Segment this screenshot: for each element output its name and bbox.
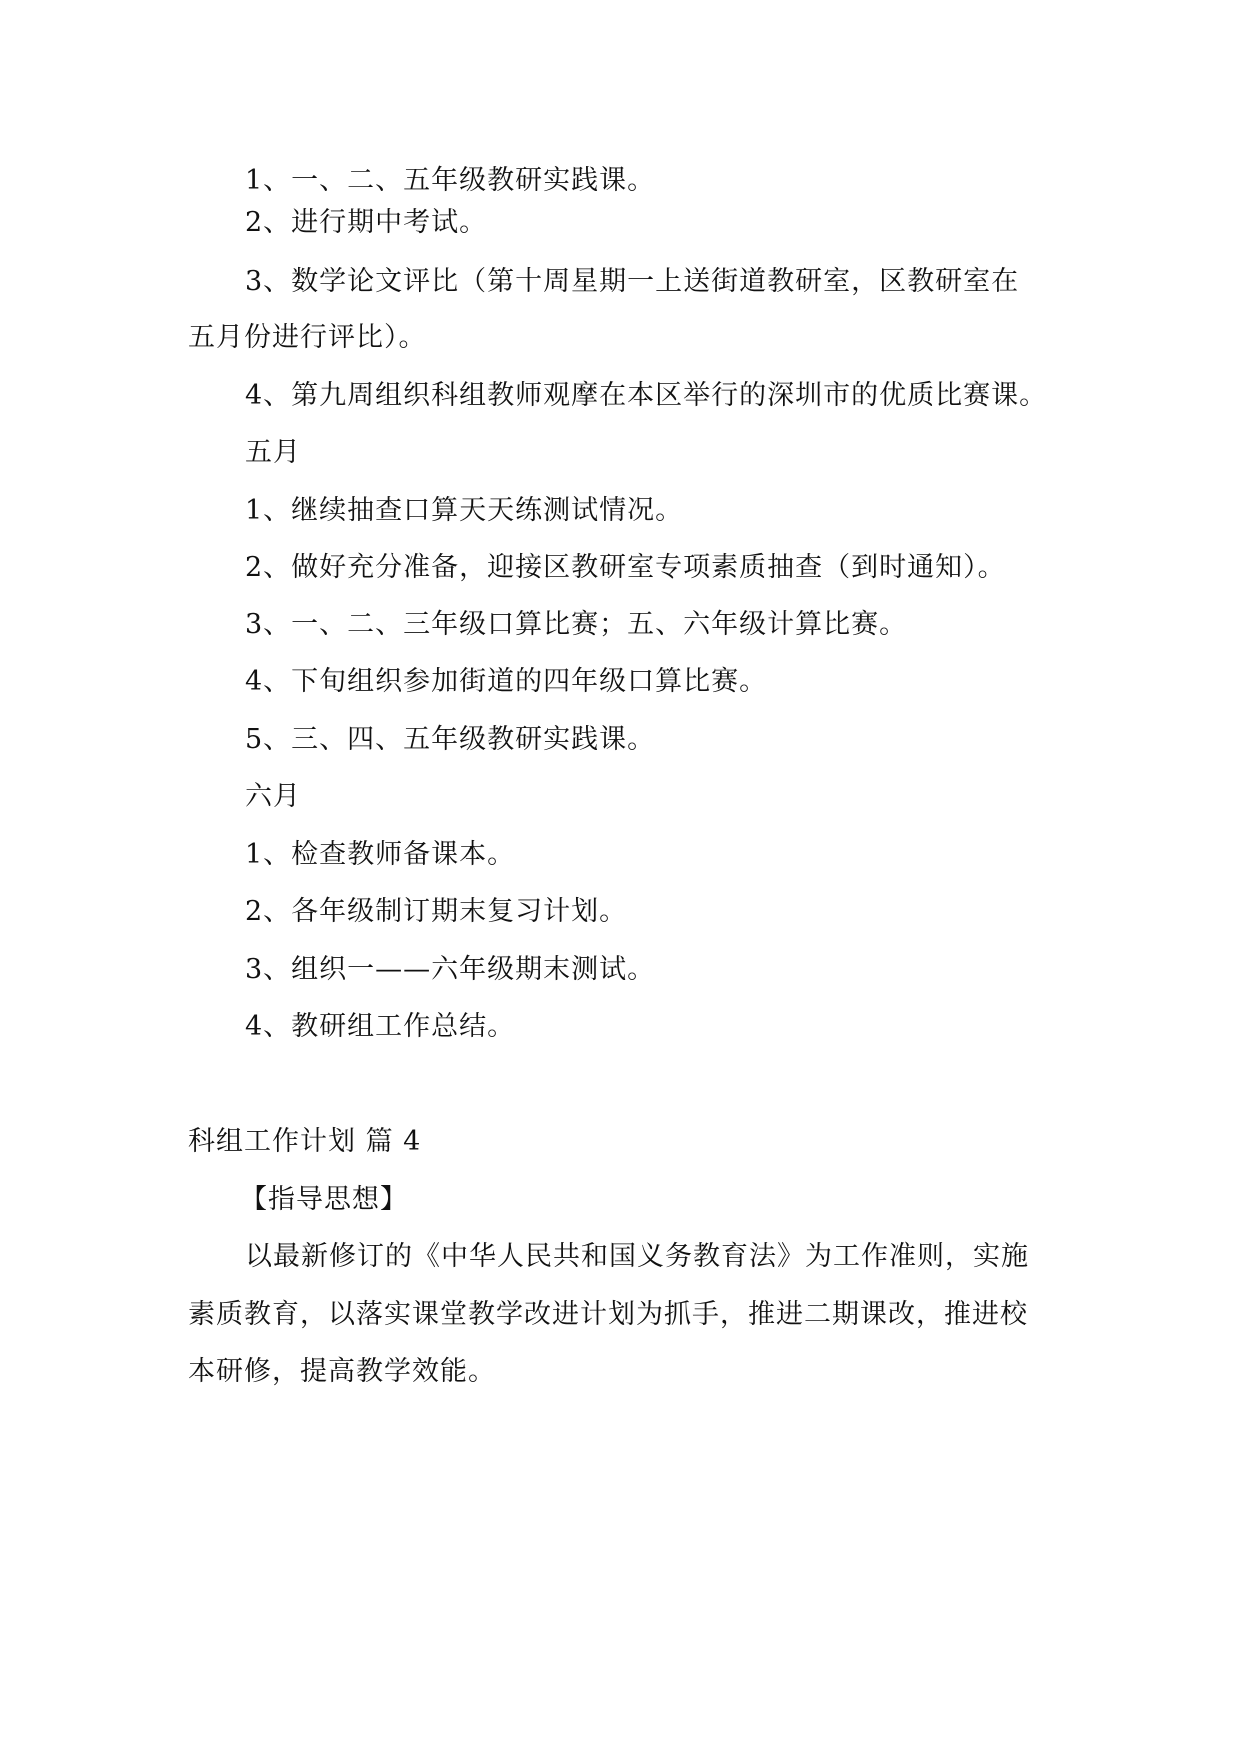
june-item-2: 2、各年级制订期末复习计划。 <box>245 896 628 927</box>
june-item-4: 4、教研组工作总结。 <box>245 1011 516 1042</box>
guiding-heading: 【指导思想】 <box>240 1184 408 1215</box>
april-item-3-continued: 五月份进行评比）。 <box>188 322 427 353</box>
guiding-text-line-3: 本研修，提高教学效能。 <box>188 1356 496 1387</box>
june-heading: 六月 <box>245 781 301 812</box>
may-heading: 五月 <box>245 437 301 468</box>
april-item-4: 4、第九周组织科组教师观摩在本区举行的深圳市的优质比赛课。 <box>245 380 1048 411</box>
guiding-text-line-1: 以最新修订的《中华人民共和国义务教育法》为工作准则，实施 <box>245 1241 1029 1272</box>
june-item-1: 1、检查教师备课本。 <box>245 839 516 870</box>
may-item-2: 2、做好充分准备，迎接区教研室专项素质抽查（到时通知）。 <box>245 552 1006 583</box>
april-item-2: 2、进行期中考试。 <box>245 207 488 238</box>
may-item-4: 4、下旬组织参加街道的四年级口算比赛。 <box>245 666 768 697</box>
june-item-3: 3、组织一——六年级期末测试。 <box>245 954 656 985</box>
april-item-1: 1、一、二、五年级教研实践课。 <box>245 165 656 196</box>
may-item-1: 1、继续抽查口算天天练测试情况。 <box>245 495 684 526</box>
section-title: 科组工作计划 篇 4 <box>188 1126 422 1157</box>
guiding-text-line-2: 素质教育，以落实课堂教学改进计划为抓手，推进二期课改，推进校 <box>188 1299 1028 1330</box>
may-item-5: 5、三、四、五年级教研实践课。 <box>245 724 656 755</box>
april-item-3: 3、数学论文评比（第十周星期一上送街道教研室，区教研室在 <box>245 266 1020 297</box>
may-item-3: 3、一、二、三年级口算比赛；五、六年级计算比赛。 <box>245 609 908 640</box>
